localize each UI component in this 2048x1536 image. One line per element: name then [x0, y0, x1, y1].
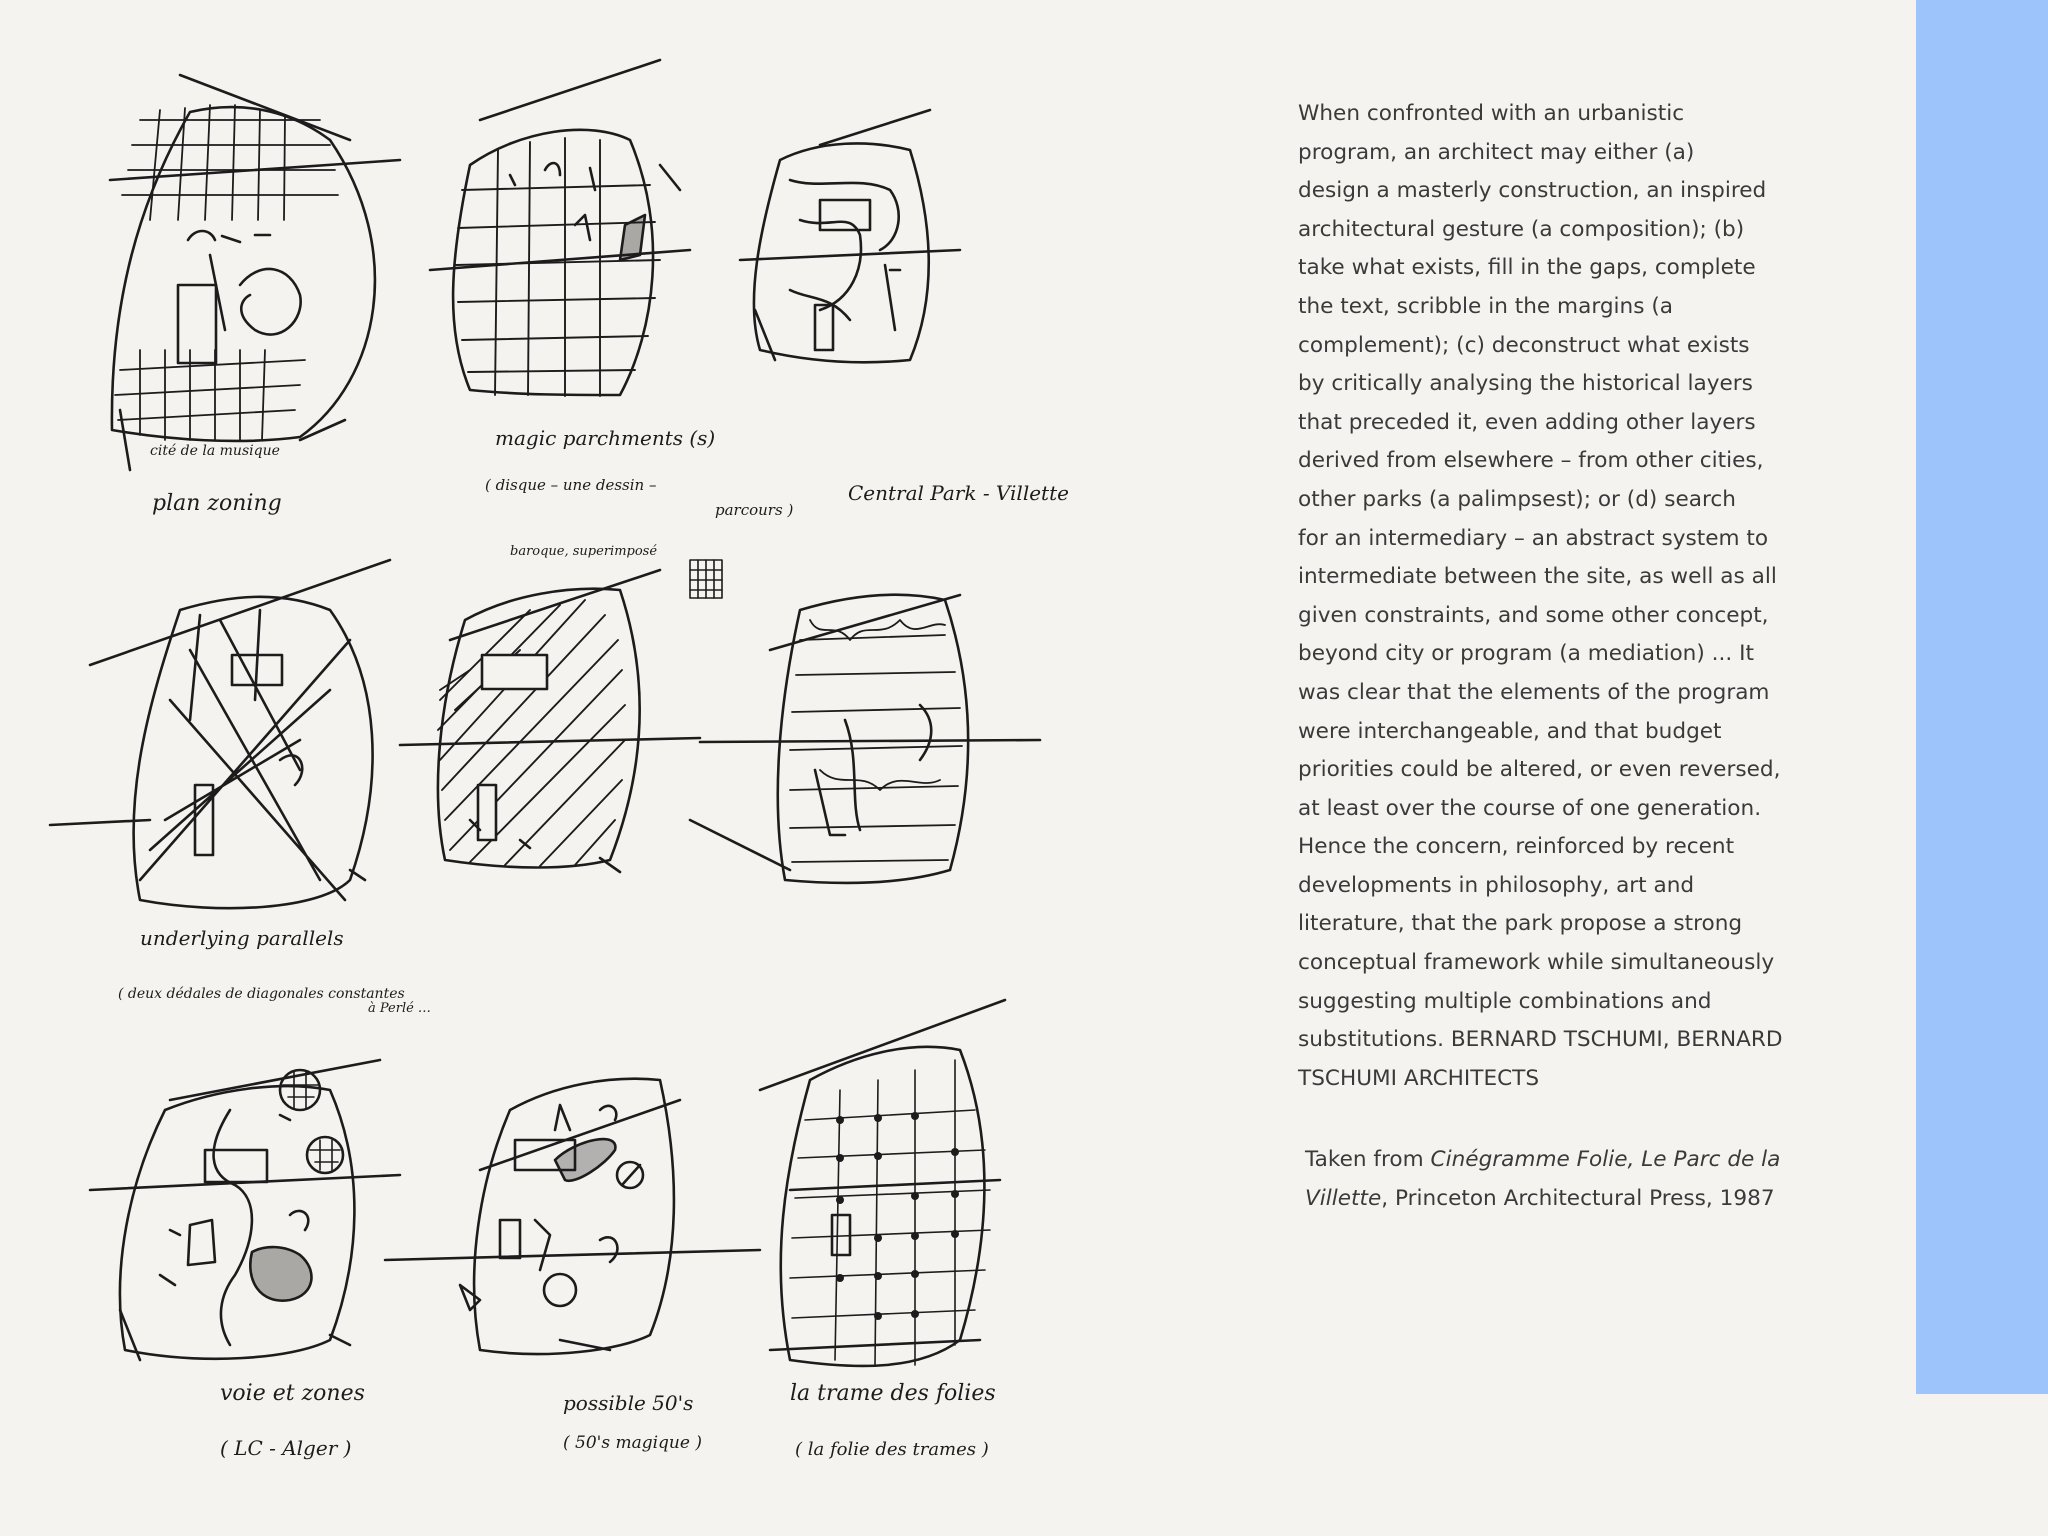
body-text-line: developments in philosophy, art and	[1298, 872, 1695, 898]
body-text-line: the text, scribble in the margins (a	[1298, 293, 1673, 319]
sketch-7-caption-b: ( LC - Alger )	[220, 1436, 352, 1460]
citation	[1305, 1140, 1865, 1218]
sketch-9-folies	[760, 1000, 1005, 1460]
body-text-line: by critically analysing the historical layers	[1298, 371, 1753, 397]
body-text-line: for an intermediary – an abstract system to	[1298, 525, 1769, 551]
body-text-line: complement); (c) deconstruct what exists	[1298, 332, 1750, 358]
sketch-6-bands	[690, 595, 1040, 883]
sketch-1-zoning	[110, 75, 400, 516]
body-text-line: program, an architect may either (a)	[1298, 139, 1695, 165]
sketch-9-caption: la trame des folies	[790, 1381, 996, 1406]
body-text-line: Hence the concern, reinforced by recent	[1298, 834, 1735, 860]
sketch-3-caption: Central Park - Villette	[848, 481, 1069, 505]
body-text-line: conceptual framework while simultaneously	[1298, 950, 1775, 976]
sketch-8-fifties	[385, 1079, 760, 1453]
sketch-2-caption: magic parchments (s)	[495, 426, 716, 450]
body-text-line: TSCHUMI ARCHITECTS	[1298, 1065, 1540, 1091]
body-text-line: that preceded it, even adding other layers	[1298, 409, 1756, 435]
sketch-4-diagonals	[50, 560, 431, 1016]
body-text-line: were interchangeable, and that budget	[1298, 718, 1722, 744]
body-text	[1298, 95, 1890, 1098]
sketch-2-parchments	[430, 60, 793, 598]
body-text-line: design a masterly construction, an inspired	[1298, 178, 1767, 204]
body-text-line: priorities could be altered, or even reversed,	[1298, 757, 1781, 783]
citation-prefix: Taken from	[1305, 1147, 1431, 1172]
sketch-9-caption-b: ( la folie des trames )	[795, 1439, 989, 1460]
sketch-2-caption-d: baroque, superimposé	[510, 544, 658, 559]
sketch-3-central-park	[740, 110, 1069, 505]
sketch-8-caption: possible 50's	[563, 1391, 694, 1415]
body-text-line: architectural gesture (a composition); (b)	[1298, 216, 1745, 242]
sketch-1-caption: plan zoning	[152, 491, 282, 516]
body-text-line: other parks (a palimpsest); or (d) search	[1298, 486, 1736, 512]
body-text-line: derived from elsewhere – from other cities,	[1298, 448, 1764, 474]
body-text-line: When confronted with an urbanistic	[1298, 101, 1685, 126]
citation-suffix: , Princeton Architectural Press, 1987	[1381, 1186, 1775, 1211]
citation-title: Cinégramme Folie, Le Parc de la Villette	[1305, 1147, 1781, 1211]
sketch-7-zones	[90, 1060, 400, 1460]
body-text-line: intermediate between the site, as well as all	[1298, 564, 1777, 590]
sketch-2-caption-b: ( disque – une dessin –	[485, 476, 657, 494]
body-text-line: at least over the course of one generation.	[1298, 795, 1762, 821]
body-text-line: substitutions. BERNARD TSCHUMI, BERNARD	[1298, 1027, 1783, 1053]
body-text-line: was clear that the elements of the program	[1298, 679, 1770, 705]
body-text-line: literature, that the park propose a strong	[1298, 911, 1743, 937]
small-grid-icon	[690, 560, 722, 598]
sketch-4-caption-c: à Perlé …	[368, 1001, 431, 1016]
body-text-line: given constraints, and some other concept,	[1298, 602, 1769, 628]
sketch-1-small-caption: cité de la musique	[150, 443, 280, 459]
body-text-line: beyond city or program (a mediation) ... It	[1298, 641, 1754, 667]
sketch-8-caption-b: ( 50's magique )	[563, 1433, 702, 1453]
side-panel	[1916, 0, 2048, 1394]
sketch-7-caption: voie et zones	[220, 1381, 365, 1406]
sketch-2-caption-c: parcours )	[715, 501, 794, 519]
body-text-line: take what exists, fill in the gaps, complete	[1298, 255, 1756, 281]
sketch-4-caption: underlying parallels	[140, 926, 344, 950]
sketch-5-hatched	[400, 570, 700, 872]
sketch-4-caption-b: ( deux dédales de diagonales constantes	[118, 986, 405, 1002]
body-text-line: suggesting multiple combinations and	[1298, 988, 1712, 1014]
